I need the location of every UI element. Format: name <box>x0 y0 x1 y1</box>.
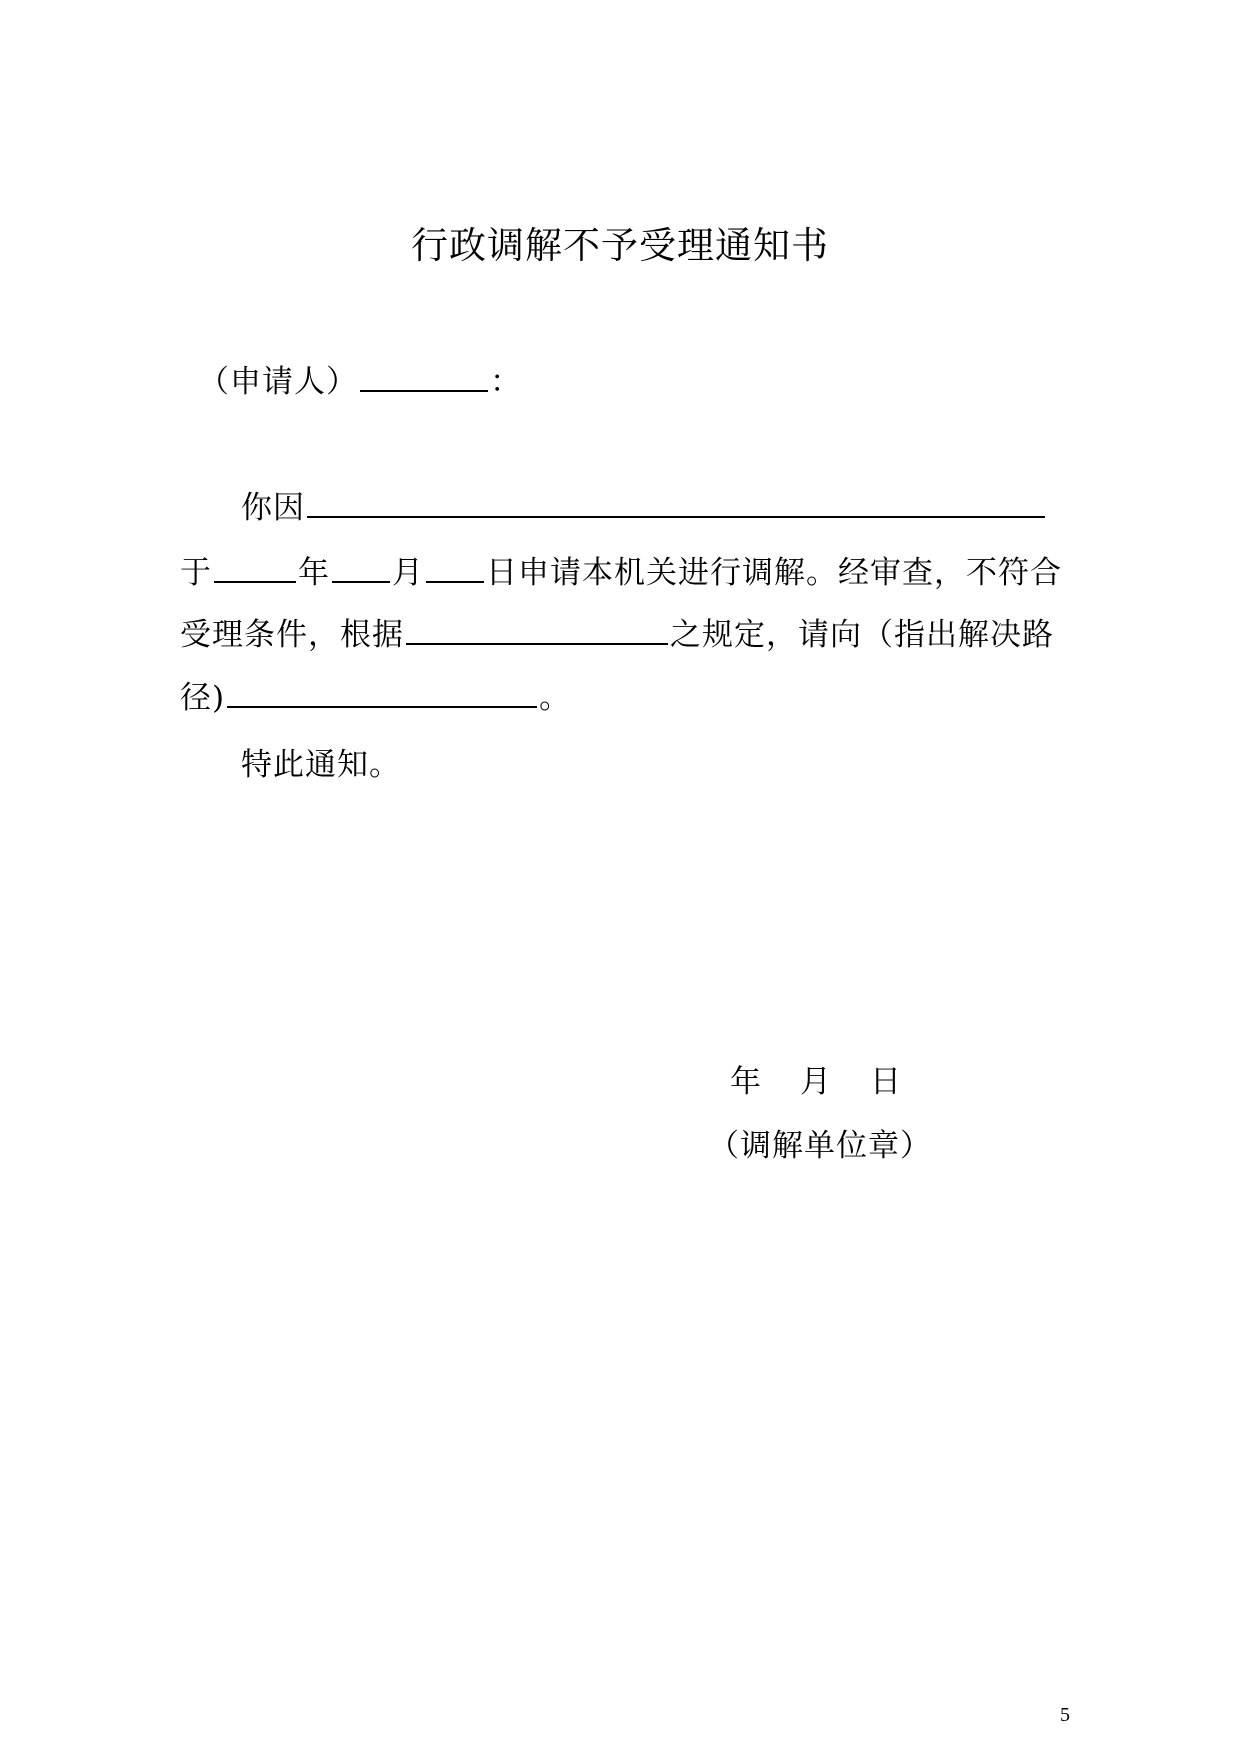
document-title: 行政调解不予受理通知书 <box>411 224 829 267</box>
regulation-blank[interactable] <box>406 613 668 645</box>
page-number: 5 <box>1060 1704 1070 1726</box>
body-line-2 <box>180 551 1062 593</box>
reason-blank[interactable] <box>307 486 1045 518</box>
salutation-line <box>198 360 522 402</box>
route-prefix: 径) <box>180 680 226 716</box>
salutation-prefix: （申请人） <box>198 364 358 400</box>
month-blank[interactable] <box>332 551 390 583</box>
resolution-route-blank[interactable] <box>227 676 537 708</box>
body-line-4 <box>180 676 571 718</box>
date-suffix-text: 日申请本机关进行调解。经审查，不符合 <box>486 555 1062 591</box>
basis-suffix: 之规定，请向（指出解决路 <box>670 617 1054 653</box>
applicant-name-blank[interactable] <box>360 360 488 392</box>
day-blank[interactable] <box>426 551 484 583</box>
month-label: 月 <box>392 555 424 591</box>
date-prefix: 于 <box>180 555 212 591</box>
signature-date: 年 月 日 <box>730 1064 905 1100</box>
seal-label: （调解单位章） <box>708 1128 932 1164</box>
route-suffix: 。 <box>539 680 572 716</box>
basis-prefix: 受理条件，根据 <box>180 617 404 653</box>
year-label: 年 <box>298 555 330 591</box>
reason-prefix: 你因 <box>241 490 305 526</box>
body-line-3 <box>180 613 1054 655</box>
year-blank[interactable] <box>214 551 296 583</box>
salutation-suffix: ： <box>490 364 522 400</box>
body-line-1 <box>241 486 1047 528</box>
closing-text: 特此通知。 <box>241 747 401 783</box>
